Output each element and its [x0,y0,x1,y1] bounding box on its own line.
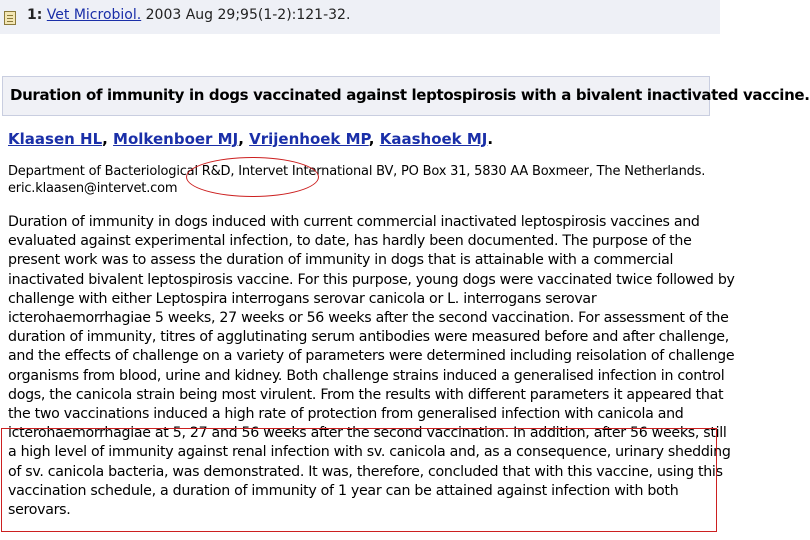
annotation-rectangle [1,428,717,532]
author-separator: , [368,130,380,148]
abstract-line: icterohaemorrhagiae 5 weeks, 27 weeks or 56 weeks after the second vaccination. For assessment of the [8,310,729,327]
citation-bar [0,0,720,34]
annotation-ellipse [186,157,319,197]
author-link[interactable]: Kaashoek MJ [379,130,488,148]
abstract-line: challenge with either Leptospira interrogans serovar canicola or L. interrogans serovar [8,290,597,307]
author-separator: , [102,130,114,148]
document-icon[interactable] [4,11,16,25]
affiliation-text: Department of Bacteriological R&D, Intervet International BV, PO Box 31, 5830 AA Boxmeer, The Netherlands. [8,164,706,179]
author-separator: . [487,130,494,148]
article-title: Duration of immunity in dogs vaccinated against leptospirosis with a bivalent inactivated vaccine. [10,86,810,104]
abstract-line: vaccination schedule, a duration of immunity of 1 year can be attained against infection with both [8,482,679,499]
abstract-line: organisms from blood, urine and kidney. Both challenge strains induced a generalised infection in control [8,367,725,384]
author-link[interactable]: Vrijenhoek MP [249,130,369,148]
abstract-line: a high level of immunity against renal infection with sv. canicola and, as a consequence, urinary shedding [8,444,731,461]
abstract-line: duration of immunity, titres of agglutinating serum antibodies were measured before and after challenge, [8,329,729,346]
abstract-line: icterohaemorrhagiae at 5, 27 and 56 weeks after the second vaccination. In addition, after 56 weeks, still [8,425,727,442]
abstract-line: the two vaccinations induced a high rate of protection from generalised infection with canicola and [8,406,684,423]
abstract-line: serovars. [8,502,71,519]
author-link[interactable]: Molkenboer MJ [113,130,239,148]
abstract-line: dogs, the canicola strain being most virulent. From the results with different parameters it appeared that [8,386,724,403]
author-separator: , [238,130,250,148]
abstract-line: present work was to assess the duration of immunity in dogs that is attainable with a commercial [8,252,674,269]
result-number: 1: [27,7,43,23]
abstract-line: Duration of immunity in dogs induced with current commercial inactivated leptospirosis vaccines and [8,214,700,230]
author-email: eric.klaasen@intervet.com [8,181,178,196]
citation-details: 2003 Aug 29;95(1-2):121-32. [141,7,351,23]
article-title-box [2,76,810,116]
abstract-line: and the effects of challenge on a variety of parameters were determined including reisolation of challenge [8,348,735,365]
affiliation-block [8,163,705,197]
journal-link[interactable]: Vet Microbiol. [46,7,142,23]
abstract-line: evaluated against experimental infection, to date, has hardly been documented. The purpose of the [8,233,692,250]
author-list [8,130,493,148]
abstract-line: inactivated bivalent leptospirosis vaccine. For this purpose, young dogs were vaccinated twice followed by [8,271,735,288]
citation-line [27,7,350,23]
author-link[interactable]: Klaasen HL [8,130,103,148]
abstract-line: of sv. canicola bacteria, was demonstrated. It was, therefore, concluded that with this vaccine, using this [8,463,723,480]
